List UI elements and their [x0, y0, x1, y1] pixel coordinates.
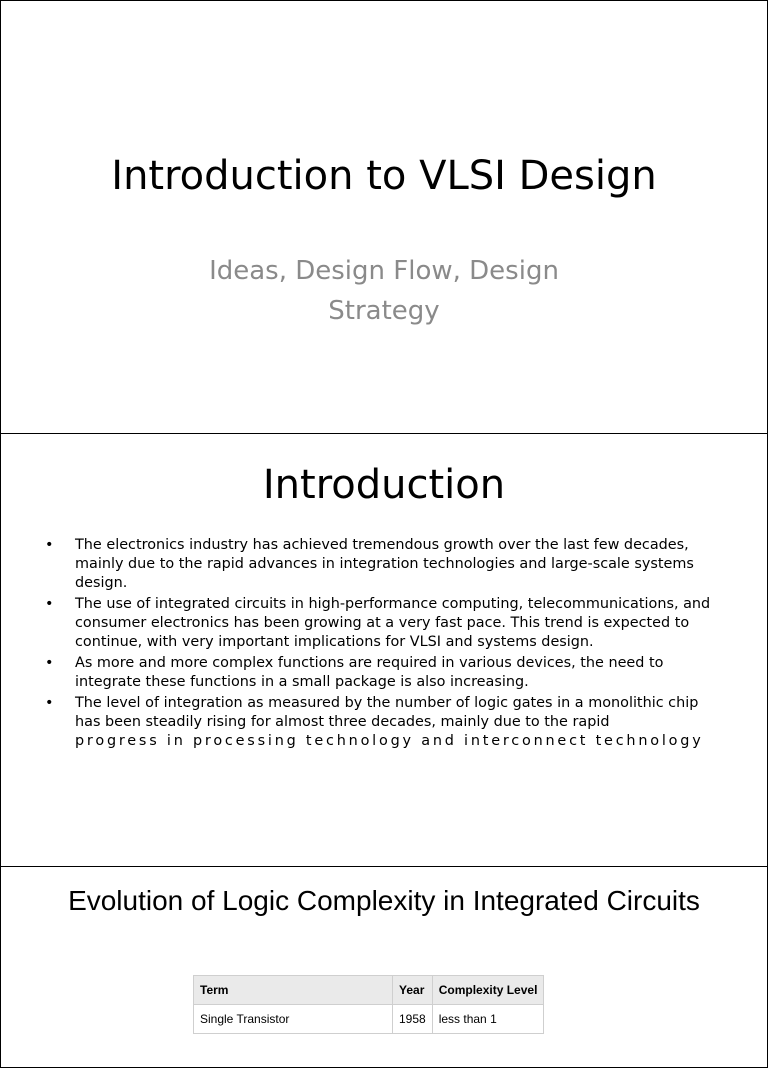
bullet-text-last-line: progress in processing technology and interconnect technology	[75, 733, 704, 749]
bullet-list	[43, 536, 723, 753]
bullet-text: The use of integrated circuits in high-performance computing, telecommunications, and consumer electronics has been growing at a very fast pace. This trend is expected to continue, with very important implications for VLSI and systems design.	[75, 596, 711, 650]
table-cell: less than 1	[432, 1005, 544, 1034]
bullet-dot: •	[45, 596, 54, 612]
bullet-item	[43, 536, 723, 593]
bullet-item	[43, 654, 723, 692]
bullet-item	[43, 595, 723, 652]
bullet-text: As more and more complex functions are required in various devices, the need to integrate these functions in a small package is also increasing.	[75, 655, 664, 690]
presentation-subtitle: Ideas, Design Flow, Design Strategy	[209, 256, 559, 326]
bullet-text: The level of integration as measured by the number of logic gates in a monolithic chip has been steadily rising for almost three decades, mainly due to the rapid	[75, 695, 699, 730]
bullet-item	[43, 694, 723, 751]
table-cell: Single Transistor	[194, 1005, 393, 1034]
complexity-table	[193, 975, 544, 1034]
title-slide	[0, 0, 768, 434]
bullet-dot: •	[45, 655, 54, 671]
slide-heading: Evolution of Logic Complexity in Integrated Circuits	[68, 885, 700, 916]
column-header-complexity: Complexity Level	[432, 976, 544, 1005]
logic-complexity-slide	[0, 866, 768, 1068]
column-header-year: Year	[393, 976, 433, 1005]
bullet-text: The electronics industry has achieved tremendous growth over the last few decades, mainly due to the rapid advances in integration technologies and large-scale systems design.	[75, 537, 694, 591]
introduction-slide	[0, 433, 768, 867]
presentation-title: Introduction to VLSI Design	[111, 153, 657, 199]
bullet-dot: •	[45, 695, 54, 711]
table-header-row	[194, 976, 544, 1005]
column-header-term: Term	[194, 976, 393, 1005]
bullet-dot: •	[45, 537, 54, 553]
table-row	[194, 1005, 544, 1034]
slide-heading: Introduction	[262, 462, 506, 508]
table-cell: 1958	[393, 1005, 433, 1034]
